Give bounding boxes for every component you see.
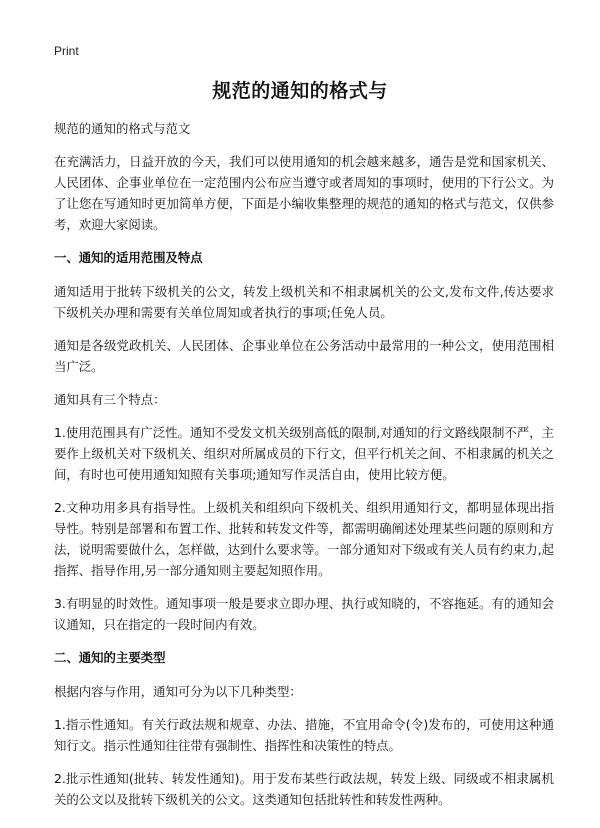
intro-paragraph: 在充满活力，日益开放的今天，我们可以使用通知的机会越来越多，通告是党和国家机关、人民团体、企事业单位在一定范围内公布应当遵守或者周知的事项时，使用的下行公文。为了让您在写通知时更加简单方便，下面是小编收集整理的规范的通知的格式与范文，仅供参考，欢迎大家阅读。 (54, 154, 554, 232)
section1-paragraph-5: 2.文种功用多具有指导性。上级机关和组织向下级机关、组织用通知行文，都明显体现出指导性。特别是部署和布置工作、批转和转发文件等，都需明确阐述处理某些问题的原则和方法，说明需要做什么，怎样做，达到什么要求等。一部分通知对下级或有关人员有约束力,起指挥、指导作用,另一部分通知则主要起知照作用。 (54, 500, 554, 578)
section1-paragraph-1: 通知适用于批转下级机关的公文，转发上级机关和不相隶属机关的公文,发布文件,传达要求下级机关办理和需要有关单位周知或者执行的事项;任免人员。 (54, 284, 554, 320)
page-title: 规范的通知的格式与 (212, 80, 388, 102)
section-heading-2: 二、通知的主要类型 (54, 650, 166, 665)
section-heading-1: 一、通知的适用范围及特点 (54, 250, 203, 265)
section2-paragraph-3: 2.批示性通知(批转、转发性通知)。用于发布某些行政法规，转发上级、同级或不相隶属机关的公文以及批转下级机关的公文。这类通知包括批转性和转发性两种。 (54, 771, 554, 807)
section1-paragraph-3: 通知具有三个特点： (54, 392, 166, 407)
section1-paragraph-6: 3.有明显的时效性。通知事项一般是要求立即办理、执行或知晓的，不容拖延。有的通知会议通知，只在指定的一段时间内有效。 (54, 596, 554, 632)
document-body (54, 118, 554, 822)
document-subtitle: 规范的通知的格式与范文 (54, 121, 191, 136)
print-link[interactable]: Print (54, 44, 79, 58)
section2-paragraph-2: 1.指示性通知。有关行政法规和规章、办法、措施，不宜用命令(令)发布的，可使用这种通知行文。指示性通知往往带有强制性、指挥性和决策性的特点。 (54, 717, 554, 753)
section1-paragraph-4: 1.使用范围具有广泛性。通知不受发文机关级别高低的限制,对通知的行文路线限制不严，主要作上级机关对下级机关、组织对所属成员的下行文，但平行机关之间、不相隶属的机关之间，有时也可使用通知知照有关事项;通知写作灵活自由，使用比较方便。 (54, 425, 554, 482)
section1-paragraph-2: 通知是各级党政机关、人民团体、企事业单位在公务活动中最常用的一种公文，使用范围相当广泛。 (54, 338, 554, 374)
section2-paragraph-1: 根据内容与作用，通知可分为以下几种类型： (54, 684, 302, 699)
